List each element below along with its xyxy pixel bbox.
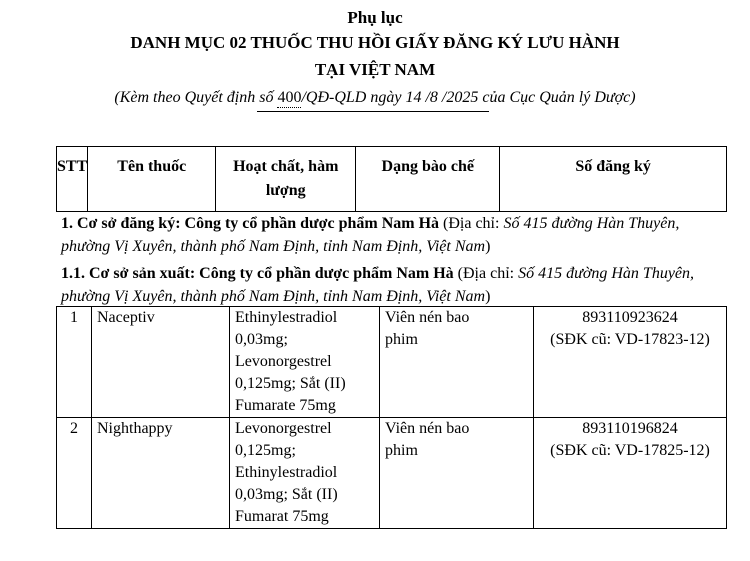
date-separator: / — [425, 89, 430, 106]
header-stt: STT — [57, 147, 88, 212]
section-label: 1. Cơ sở đăng ký: Công ty cổ phần dược phẩm Nam Hà — [61, 215, 440, 232]
table-header — [56, 146, 727, 212]
appendix-title: Phụ lục — [347, 8, 403, 27]
reference-suffix: của Cục Quản lý Dược) — [482, 89, 636, 106]
row-name: Naceptiv — [92, 307, 230, 418]
decision-month: 8 — [429, 89, 438, 106]
table-row — [57, 418, 727, 529]
row-stt: 1 — [57, 307, 92, 418]
document-title: DANH MỤC 02 THUỐC THU HỒI GIẤY ĐĂNG KÝ LƯU HÀNH — [130, 33, 620, 52]
row-ingredient: Ethinylestradiol 0,03mg; Levonorgestrel 0,125mg; Sắt (II) Fumarate 75mg — [230, 307, 380, 418]
section-label: 1.1. Cơ sở sản xuất: Công ty cổ phần dược phẩm Nam Hà — [61, 265, 454, 282]
date-separator-2: / — [441, 89, 447, 106]
header-ingredient: Hoạt chất, hàm lượng — [216, 147, 356, 212]
row-reg: 893110923624 (SĐK cũ: VD-17823-12) — [534, 307, 727, 418]
section-address: Số 415 đường Hàn Thuyên, phường Vị Xuyên, thành phố Nam Định, tỉnh Nam Định, Việt Nam — [61, 265, 695, 305]
reference-prefix: (Kèm theo Quyết định số — [114, 89, 274, 106]
document-subtitle: TẠI VIỆT NAM — [314, 60, 436, 79]
section-address: Số 415 đường Hàn Thuyên, phường Vị Xuyên, thành phố Nam Định, tỉnh Nam Định, Việt Nam — [61, 215, 680, 255]
row-form: Viên nén bao phim — [380, 418, 534, 529]
decision-reference — [0, 89, 750, 108]
row-ingredient: Levonorgestrel 0,125mg; Ethinylestradiol 0,03mg; Sắt (II) Fumarat 75mg — [230, 418, 380, 529]
header-name: Tên thuốc — [88, 147, 216, 212]
reference-middle: /QĐ-QLD ngày — [301, 89, 402, 106]
decision-day: 14 — [405, 89, 422, 106]
row-form: Viên nén bao phim — [380, 307, 534, 418]
drug-table — [56, 306, 727, 529]
reference-underline — [257, 111, 489, 112]
table-row — [57, 307, 727, 418]
row-stt: 2 — [57, 418, 92, 529]
section-manufacturer: 1.1. Cơ sở sản xuất: Công ty cổ phần dược phẩm Nam Hà (Địa chỉ: Số 415 đường Hàn Thuyên, phường Vị Xuyên, thành phố Nam Định, tỉnh Nam Định, Việt Nam) — [61, 265, 695, 305]
decision-year: 2025 — [446, 89, 479, 106]
decision-number: 400 — [277, 89, 302, 106]
header-reg: Số đăng ký — [500, 147, 727, 212]
header-form: Dạng bào chế — [356, 147, 500, 212]
section-registration: 1. Cơ sở đăng ký: Công ty cổ phần dược phẩm Nam Hà (Địa chỉ: Số 415 đường Hàn Thuyên, phường Vị Xuyên, thành phố Nam Định, tỉnh Nam Định, Việt Nam) — [61, 215, 680, 255]
row-reg: 893110196824 (SĐK cũ: VD-17825-12) — [534, 418, 727, 529]
row-name: Nighthappy — [92, 418, 230, 529]
